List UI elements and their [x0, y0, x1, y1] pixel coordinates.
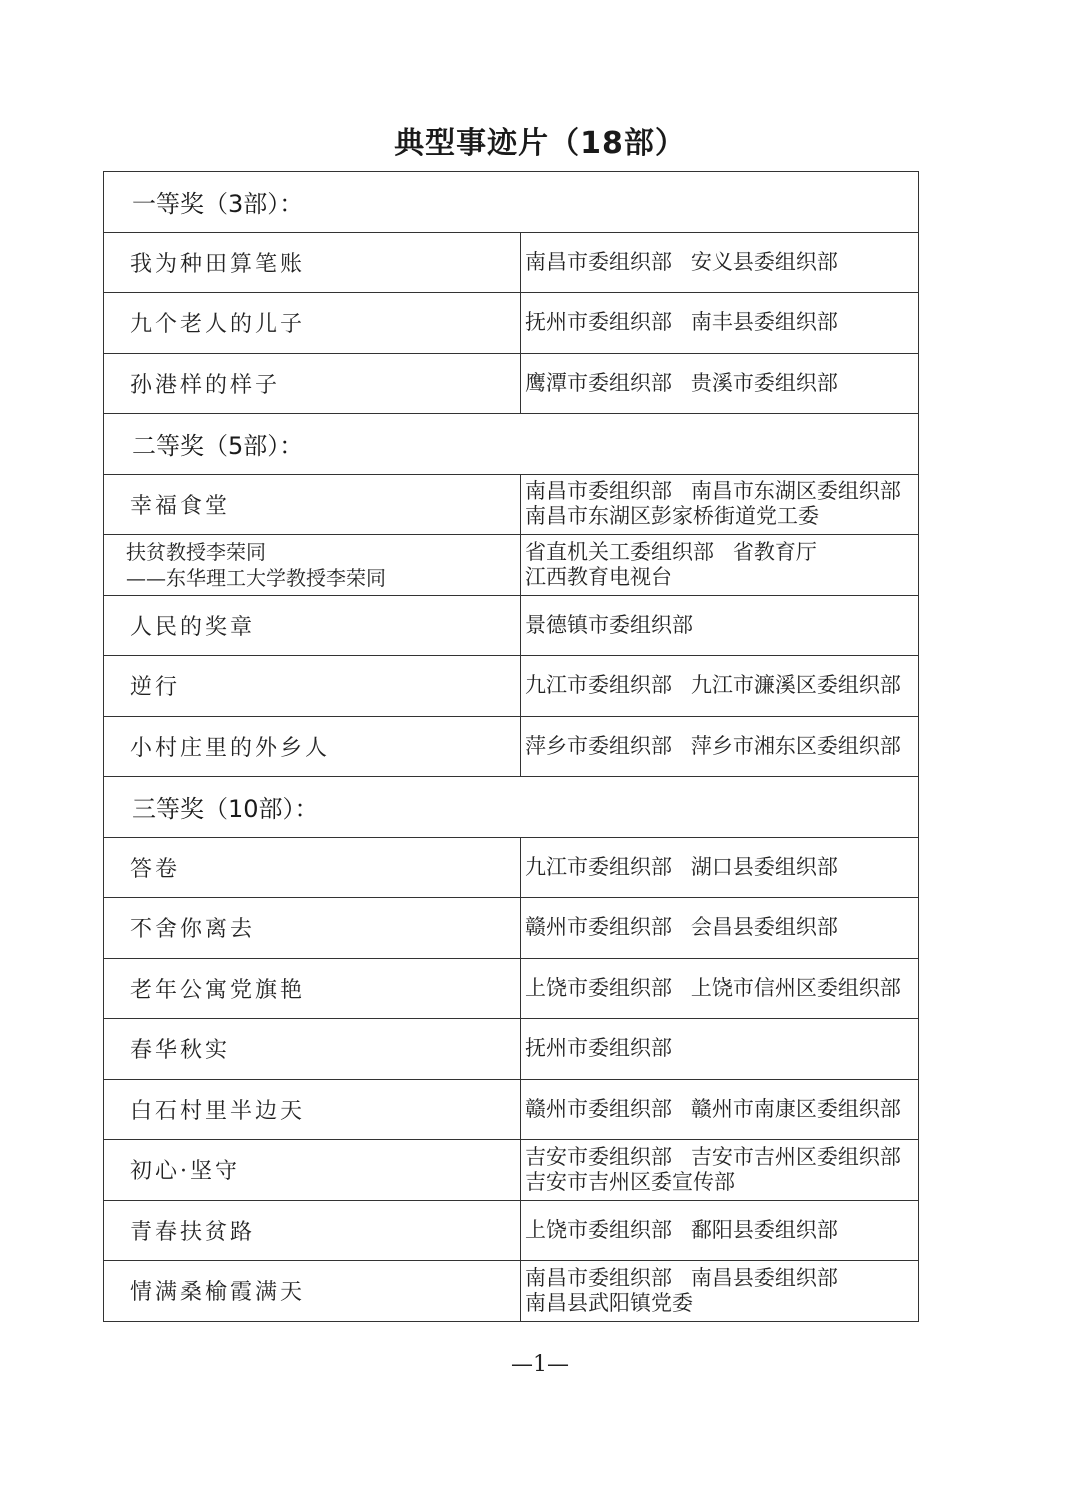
- producer-unit: 南昌市东湖区彭家桥街道党工委: [525, 504, 819, 529]
- film-title-cell: [104, 353, 521, 414]
- table-row: [104, 1200, 919, 1261]
- film-title-cell: [104, 595, 521, 656]
- film-title: 老年公寓党旗艳: [130, 977, 306, 1003]
- film-title: 白石村里半边天: [130, 1098, 306, 1124]
- producer-units-line: [525, 371, 918, 396]
- producer-units-cell: [521, 535, 919, 596]
- producer-units-line: [525, 504, 918, 529]
- producer-units-line: [525, 613, 918, 638]
- producer-units-line: [525, 1097, 918, 1122]
- producer-unit: 南昌市委组织部: [525, 479, 672, 504]
- producer-units-line: [525, 915, 918, 940]
- producer-unit: 景德镇市委组织部: [525, 612, 693, 637]
- film-title: 人民的奖章: [130, 614, 256, 640]
- producer-units-line: [525, 855, 918, 880]
- producer-unit: 南丰县委组织部: [690, 310, 838, 335]
- film-title-cell: [104, 474, 521, 535]
- producer-unit: 赣州市南康区委组织部: [690, 1096, 901, 1121]
- producer-unit: 赣州市委组织部: [525, 915, 672, 940]
- producer-units-line: [525, 1291, 918, 1316]
- film-title-cell: [104, 1079, 521, 1140]
- table-row: [104, 353, 919, 414]
- table-row: [104, 474, 919, 535]
- producer-unit: 上饶市委组织部: [525, 1217, 672, 1242]
- producer-unit: 抚州市委组织部: [525, 1036, 672, 1061]
- producer-units-line: [525, 1145, 918, 1170]
- producer-units-line: [525, 976, 918, 1001]
- producer-units-line: [525, 540, 918, 565]
- film-title: 初心·坚守: [130, 1159, 240, 1185]
- award-section-heading: 二等奖（5部）：: [104, 414, 919, 475]
- table-row: [104, 958, 919, 1019]
- producer-units-cell: [521, 353, 919, 414]
- table-row: [104, 716, 919, 777]
- producer-unit: 萍乡市委组织部: [525, 733, 672, 758]
- producer-units-cell: [521, 293, 919, 354]
- table-row: [104, 293, 919, 354]
- producer-units-line: [525, 250, 918, 275]
- producer-units-cell: [521, 716, 919, 777]
- award-section-heading: 一等奖（3部）：: [104, 172, 919, 233]
- producer-unit: 赣州市委组织部: [525, 1096, 672, 1121]
- producer-unit: 南昌市东湖区委组织部: [690, 479, 901, 504]
- producer-units-cell: [521, 898, 919, 959]
- film-title-cell: [104, 1200, 521, 1261]
- producer-units-line: [525, 1266, 918, 1291]
- film-title-cell: [104, 958, 521, 1019]
- producer-units-cell: [521, 1140, 919, 1201]
- producer-unit: 抚州市委组织部: [525, 310, 672, 335]
- producer-unit: 南昌县委组织部: [690, 1265, 838, 1290]
- film-title-cell: [104, 293, 521, 354]
- film-title: 孙港样的样子: [130, 372, 281, 398]
- film-title: 扶贫教授李荣同: [126, 539, 266, 564]
- table-row: [104, 1019, 919, 1080]
- producer-units-cell: [521, 474, 919, 535]
- film-title: ——东华理工大学教授李荣同: [126, 565, 386, 590]
- table-row: [104, 232, 919, 293]
- producer-units-cell: [521, 1019, 919, 1080]
- producer-unit: 吉安市吉州区委宣传部: [525, 1169, 735, 1194]
- producer-units-line: [525, 1170, 918, 1195]
- film-title: 幸福食堂: [130, 493, 231, 519]
- producer-unit: 江西教育电视台: [525, 564, 672, 589]
- table-row: [104, 595, 919, 656]
- producer-units-cell: [521, 656, 919, 717]
- film-title-cell: [104, 232, 521, 293]
- producer-units-line: [525, 310, 918, 335]
- film-title-cell: [104, 1140, 521, 1201]
- table-row: [104, 837, 919, 898]
- producer-unit: 安义县委组织部: [690, 249, 838, 274]
- producer-unit: 上饶市委组织部: [525, 975, 672, 1000]
- producer-unit: 九江市委组织部: [525, 673, 672, 698]
- table-row: [104, 535, 919, 596]
- producer-unit: 鄱阳县委组织部: [690, 1217, 838, 1242]
- producer-unit: 南昌市委组织部: [525, 1265, 672, 1290]
- film-title: 九个老人的儿子: [130, 312, 306, 338]
- film-title: 答卷: [130, 856, 181, 882]
- award-section-row: [104, 777, 919, 838]
- table-row: [104, 1079, 919, 1140]
- producer-unit: 鹰潭市委组织部: [525, 370, 672, 395]
- producer-units-cell: [521, 958, 919, 1019]
- page-number: —1—: [511, 1352, 569, 1377]
- producer-units-line: [525, 479, 918, 504]
- producer-unit: 会昌县委组织部: [690, 915, 838, 940]
- producer-unit: 南昌市委组织部: [525, 249, 672, 274]
- producer-units-cell: [521, 1200, 919, 1261]
- film-title: 我为种田算笔账: [130, 251, 306, 277]
- producer-units-cell: [521, 595, 919, 656]
- producer-unit: 九江市委组织部: [525, 854, 672, 879]
- producer-units-cell: [521, 232, 919, 293]
- film-title: 春华秋实: [130, 1038, 231, 1064]
- producer-unit: 省直机关工委组织部: [525, 539, 714, 564]
- producer-units-line: [525, 565, 918, 590]
- producer-units-cell: [521, 1261, 919, 1322]
- producer-unit: 省教育厅: [732, 539, 817, 564]
- film-title-cell: [104, 535, 521, 596]
- table-row: [104, 656, 919, 717]
- award-section-row: [104, 172, 919, 233]
- table-row: [104, 1140, 919, 1201]
- producer-unit: 湖口县委组织部: [690, 854, 838, 879]
- film-title-cell: [104, 1019, 521, 1080]
- producer-units-cell: [521, 1079, 919, 1140]
- producer-unit: 上饶市信州区委组织部: [690, 975, 901, 1000]
- award-section-row: [104, 414, 919, 475]
- film-title-cell: [104, 1261, 521, 1322]
- awards-table: [103, 171, 919, 1322]
- table-row: [104, 1261, 919, 1322]
- film-title-cell: [104, 716, 521, 777]
- film-title: 青春扶贫路: [130, 1219, 256, 1245]
- producer-unit: 贵溪市委组织部: [690, 370, 838, 395]
- film-title: 不舍你离去: [130, 917, 256, 943]
- producer-units-line: [525, 673, 918, 698]
- award-section-heading: 三等奖（10部）：: [104, 777, 919, 838]
- producer-unit: 九江市濂溪区委组织部: [690, 673, 901, 698]
- producer-units-line: [525, 1036, 918, 1061]
- film-title: 逆行: [130, 675, 181, 701]
- awards-table-body: [104, 172, 919, 1322]
- producer-unit: 萍乡市湘东区委组织部: [690, 733, 901, 758]
- film-title-cell: [104, 656, 521, 717]
- producer-unit: 吉安市委组织部: [525, 1144, 672, 1169]
- film-title-cell: [104, 898, 521, 959]
- table-row: [104, 898, 919, 959]
- producer-units-cell: [521, 837, 919, 898]
- producer-units-line: [525, 1218, 918, 1243]
- film-title-cell: [104, 837, 521, 898]
- film-title: 小村庄里的外乡人: [130, 735, 331, 761]
- producer-units-line: [525, 734, 918, 759]
- document-title: 典型事迹片（18部）: [394, 126, 686, 161]
- producer-unit: 吉安市吉州区委组织部: [690, 1144, 901, 1169]
- producer-unit: 南昌县武阳镇党委: [525, 1290, 693, 1315]
- film-title: 情满桑榆霞满天: [130, 1280, 306, 1306]
